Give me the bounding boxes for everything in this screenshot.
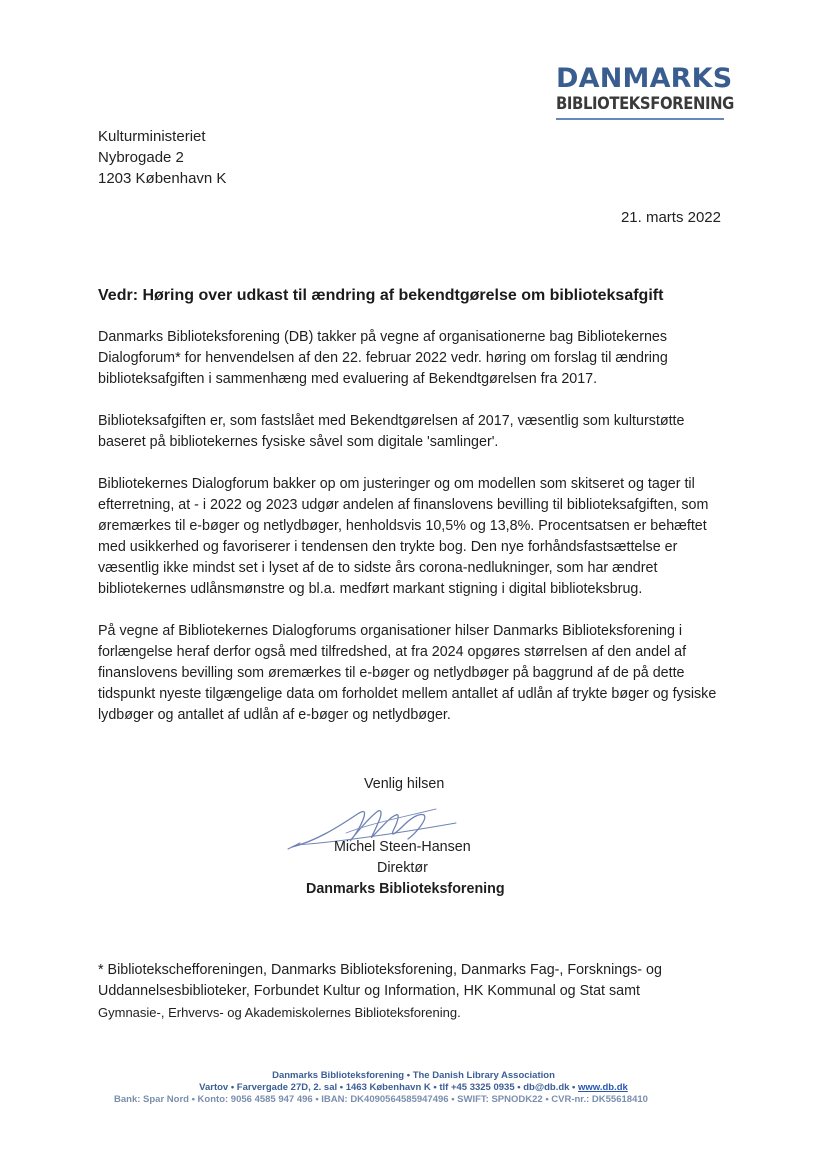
- logo-line-danmarks: DANMARKS: [556, 63, 733, 94]
- footnote-text-small: Gymnasie-, Erhvervs- og Akademiskolernes Biblioteksforening.: [98, 1005, 461, 1020]
- footer-address-line: [0, 1082, 827, 1094]
- body-paragraph-2: Biblioteksafgiften er, som fastslået med Bekendtgørelsen af 2017, væsentlig som kulturstøtte baseret på bibliotekernes fysiske såvel som digitale 'samlinger'.: [98, 413, 685, 450]
- signatory-organization: Danmarks Biblioteksforening: [306, 881, 505, 897]
- recipient-address: [98, 126, 226, 189]
- footnote-text: * Bibliotekschefforeningen, Danmarks Biblioteksforening, Danmarks Fag-, Forsknings- og Uddannelsesbiblioteker, Forbundet Kultur og Information, HK Kommunal og Stat samt: [98, 962, 662, 999]
- recipient-street: Nybrogade 2: [98, 149, 184, 166]
- closing-greeting: Venlig hilsen: [364, 776, 445, 792]
- body-paragraph-3: Bibliotekernes Dialogforum bakker op om justeringer og om modellen som skitseret og tager til efterretning, at - i 2022 og 2023 udgør andelen af finanslovens bevilling til biblioteksafgiften, som øremærkes til e-bøger og netlydbøger, henholdsvis 10,5% og 13,8%. Procentsatsen er behæftet med usikkerhed og favoriserer i tendensen den trykte bog. Den nye forhåndsfastsættelse er væsentlig ikke mindst set i lyset af de to sidste års corona-nedlukninger, som har ændret bibliotekernes udlånsmønstre og bl.a. medført markant stigning i digital biblioteksbrug.: [98, 476, 709, 597]
- footer-website-link[interactable]: www.db.dk: [578, 1082, 628, 1093]
- footer-bank-details: Bank: Spar Nord • Konto: 9056 4585 947 496 • IBAN: DK4090564585947496 • SWIFT: SPNODK22 • CVR-nr.: DK55618410: [114, 1094, 648, 1105]
- body-paragraph-4: På vegne af Bibliotekernes Dialogforums organisationer hilser Danmarks Biblioteksforening i forlængelse heraf derfor også med tilfredshed, at fra 2024 opgøres størrelsen af den andel af finanslovens bevilling som øremærkes til e-bøger og netlydbøger på baggrund af de på dette tidspunkt nyeste tilgængelige data om forholdet mellem antallet af udlån af trykte bøger og fysiske lydbøger og antallet af udlån af e-bøger og netlydbøger.: [98, 623, 717, 723]
- footer-organization: Danmarks Biblioteksforening • The Danish Library Association: [272, 1070, 555, 1081]
- letter-body: [98, 327, 728, 747]
- letter-date: 21. marts 2022: [620, 209, 721, 226]
- recipient-city: 1203 København K: [98, 170, 227, 187]
- logo-underline: [556, 118, 724, 120]
- letter-subject: Vedr: Høring over udkast til ændring af bekendtgørelse om biblioteksafgift: [98, 287, 664, 304]
- page-footer: [0, 1070, 827, 1106]
- body-paragraph-1: Danmarks Biblioteksforening (DB) takker på vegne af organisationerne bag Bibliotekernes Dialogforum* for henvendelsen af den 22. februar 2022 vedr. høring om forslag til ændring biblioteksafgiften i sammenhæng med evaluering af Bekendtgørelsen fra 2017.: [98, 329, 668, 387]
- logo-line-biblioteksforening: BIBLIOTEKSFORENING: [556, 94, 734, 113]
- footer-address: Vartov • Farvergade 27D, 2. sal • 1463 København K • tlf +45 3325 0935 • db@db.dk •: [199, 1082, 576, 1093]
- organization-logo: [556, 63, 734, 120]
- recipient-name: Kulturministeriet: [98, 128, 206, 145]
- signatory-name: Michel Steen-Hansen: [334, 839, 471, 855]
- signatory-title: Direktør: [377, 860, 428, 876]
- footnote: [98, 960, 718, 1024]
